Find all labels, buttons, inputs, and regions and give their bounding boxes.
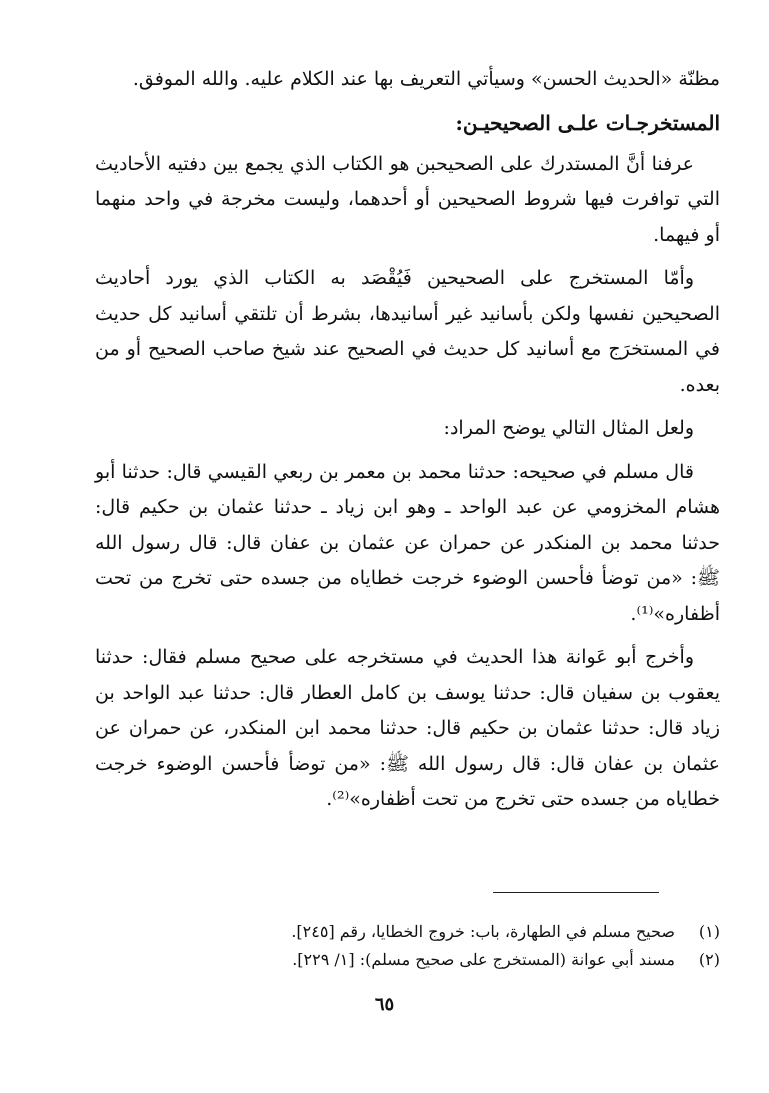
section-heading: المستخرجـات علـى الصحيحيـن: <box>455 110 720 135</box>
paragraph-mustadrak: عرفنا أنَّ المستدرك على الصحيحبن هو الكتاب الذي يجمع بين دفتيه الأحاديث التي توافرت فيها شروط الصحيحين أو أحدهما، وليست مخرجة في واحد منهما أو فيهما. <box>95 152 720 246</box>
paragraph-intro-end: مظنّة «الحديث الحسن» وسيأتي التعريف بها عند الكلام عليه. والله الموفق. <box>132 68 720 90</box>
page-body <box>95 62 720 826</box>
paragraph-abu-awana-hadith: وأخرج أبو عَوانة هذا الحديث في مستخرجه على صحيح مسلم فقال: حدثنا يعقوب بن سفيان قال: حدثنا يوسف بن كامل العطار قال: حدثنا عبد الواحد بن زياد قال: حدثنا عثمان بن حكيم قال: حدثنا محمد ابن المنكدر، عن حمران عن عثمان بن عفان قال: قال رسول الله ﷺ: «من توضأ فأحسن الوضوء خرجت خطاياه من جسده حتى تخرج من تحت أظفاره»⁽²⁾. <box>95 646 720 810</box>
paragraph-example-intro: ولعل المثال التالي يوضح المراد: <box>443 417 694 439</box>
footnote-number: (١) <box>698 922 720 941</box>
footnote-number: (٢) <box>698 950 720 969</box>
paragraph-mustakhraj: وأمّا المستخرج على الصحيحين فَيُقْصَد به الكتاب الذي يورد أحاديث الصحيحين نفسها ولكن بأسانيد غير أسانيدها، بشرط أن تلتقي أسانيد كل حديث في المستخرَج مع أسانيد كل حديث في الصحيح عند شيخ صاحب الصحيح أو من بعده. <box>95 267 720 396</box>
footnote-item <box>95 918 720 946</box>
page-number: ٦٥ <box>374 994 395 1015</box>
footnote-text: صحيح مسلم في الطهارة، باب: خروج الخطايا، رقم [٢٤٥]. <box>291 922 675 941</box>
paragraph-muslim-hadith: قال مسلم في صحيحه: حدثنا محمد بن معمر بن ربعي القيسي قال: حدثنا أبو هشام المخزومي عن عبد الواحد ـ وهو ابن زياد ـ حدثنا عثمان بن حكيم قال: حدثنا محمد بن المنكدر عن حمران عن عثمان بن عفان قال: قال رسول الله ﷺ: «من توضأ فأحسن الوضوء خرجت خطاياه من جسده حتى تخرج من تحت أظفاره»⁽¹⁾. <box>95 460 720 625</box>
footnote-item <box>95 946 720 974</box>
footnote-text: مسند أبي عوانة (المستخرج على صحيح مسلم): [١/ ٢٢٩]. <box>292 950 675 969</box>
footnotes <box>95 918 720 974</box>
footnote-divider <box>493 892 659 893</box>
